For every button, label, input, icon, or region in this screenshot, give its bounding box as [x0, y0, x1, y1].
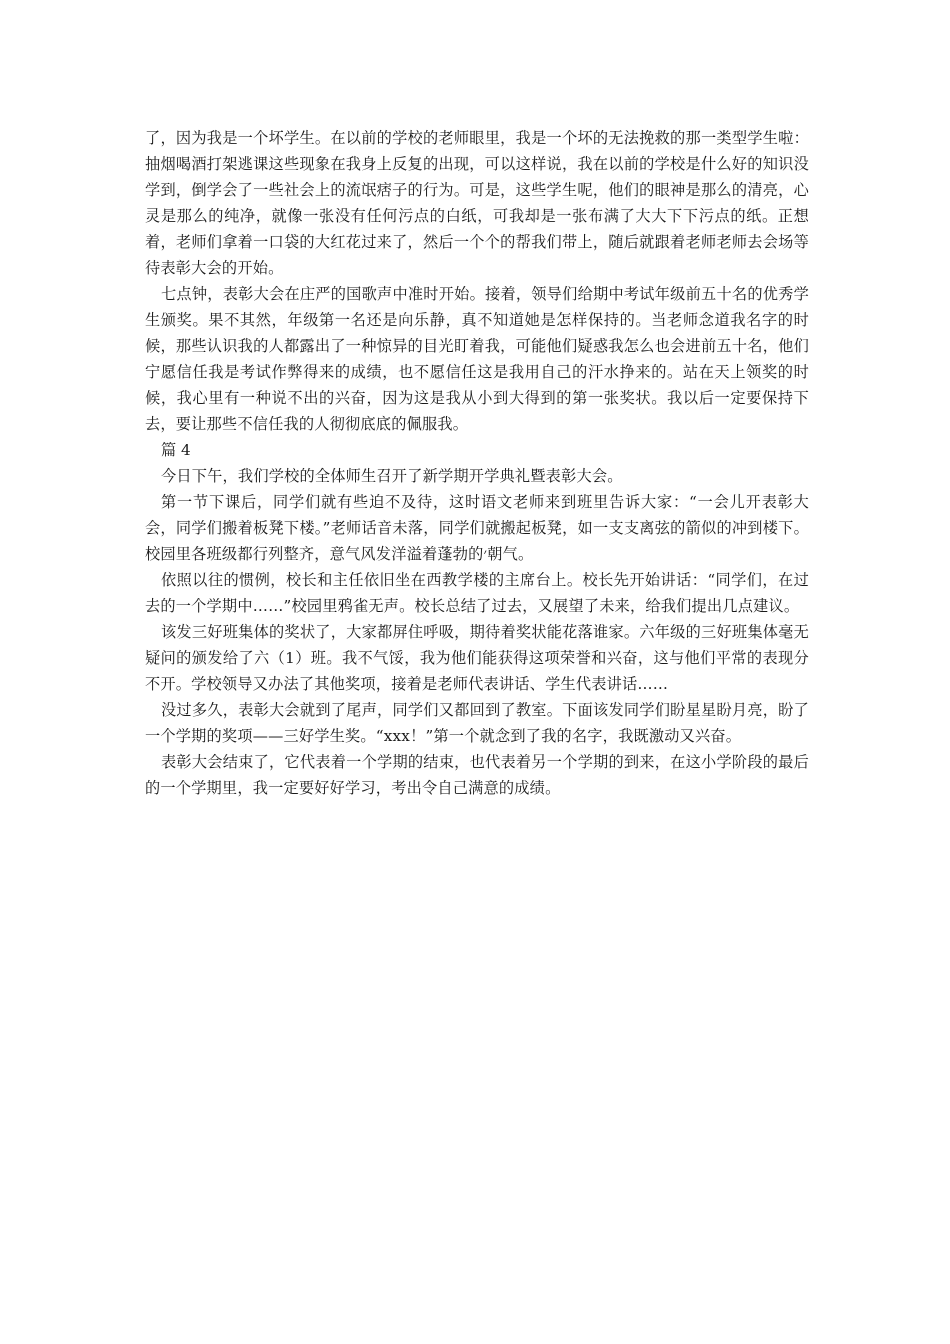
paragraph-8: 表彰大会结束了，它代表着一个学期的结束，也代表着另一个学期的到来，在这小学阶段的最后的一个学期里，我一定要好好学习，考出令自己满意的成绩。 — [145, 753, 809, 797]
paragraph-6: 该发三好班集体的奖状了，大家都屏住呼吸，期待着奖状能花落谁家。六年级的三好班集体毫无疑问的颁发给了六（1）班。我不气馁，我为他们能获得这项荣誉和兴奋，这与他们平常的表现分不开。学校领导又办法了其他奖项，接着是老师代表讲话、学生代表讲话…… — [145, 623, 809, 693]
paragraph-2: 七点钟，表彰大会在庄严的国歌声中准时开始。接着，领导们给期中考试年级前五十名的优秀学生颁奖。果不其然，年级第一名还是向乐静，真不知道她是怎样保持的。当老师念道我名字的时候，那些认识我的人都露出了一种惊异的目光盯着我，可能他们疑惑我怎么也会进前五十名，他们宁愿信任我是考试作弊得来的成绩，也不愿信任这是我用自己的汗水挣来的。站在天上领奖的时候，我心里有一种说不出的兴奋，因为这是我从小到大得到的第一张奖状。我以后一定要保持下去，要让那些不信任我的人彻彻底底的佩服我。 — [145, 285, 809, 433]
paragraph-4: 第一节下课后，同学们就有些迫不及待，这时语文老师来到班里告诉大家：“一会儿开表彰大会，同学们搬着板凳下楼。”老师话音未落，同学们就搬起板凳，如一支支离弦的箭似的冲到楼下。校园里各班级都行列整齐，意气风发洋溢着蓬勃的׳朝气。 — [145, 493, 809, 563]
paragraph-1: 了，因为我是一个坏学生。在以前的学校的老师眼里，我是一个坏的无法挽救的那一类型学生啦：抽烟喝酒打架逃课这些现象在我身上反复的出现，可以这样说，我在以前的学校是什么好的知识没学到，倒学会了一些社会上的流氓痞子的行为。可是，这些学生呢，他们的眼神是那么的清亮，心灵是那么的纯净，就像一张没有任何污点的白纸，可我却是一张布满了大大下下污点的纸。正想着，老师们拿着一口袋的大红花过来了，然后一个个的帮我们带上，随后就跟着老师老师去会场等待表彰大会的开始。 — [145, 129, 809, 277]
document-body — [145, 125, 809, 801]
paragraph-7: 没过多久，表彰大会就到了尾声，同学们又都回到了教室。下面该发同学们盼星星盼月亮，盼了一个学期的奖项——三好学生奖。“xxx！”第一个就念到了我的名字，我既激动又兴奋。 — [145, 701, 809, 745]
paragraph-3: 今日下午，我们学校的全体师生召开了新学期开学典礼暨表彰大会。 — [161, 467, 623, 485]
paragraph-5: 依照以往的惯例，校长和主任依旧坐在西教学楼的主席台上。校长先开始讲话：“同学们，在过去的一个学期中……”校园里鸦雀无声。校长总结了过去，又展望了未来，给我们提出几点建议。 — [145, 571, 809, 615]
section-heading-4: 篇 4 — [161, 441, 191, 459]
